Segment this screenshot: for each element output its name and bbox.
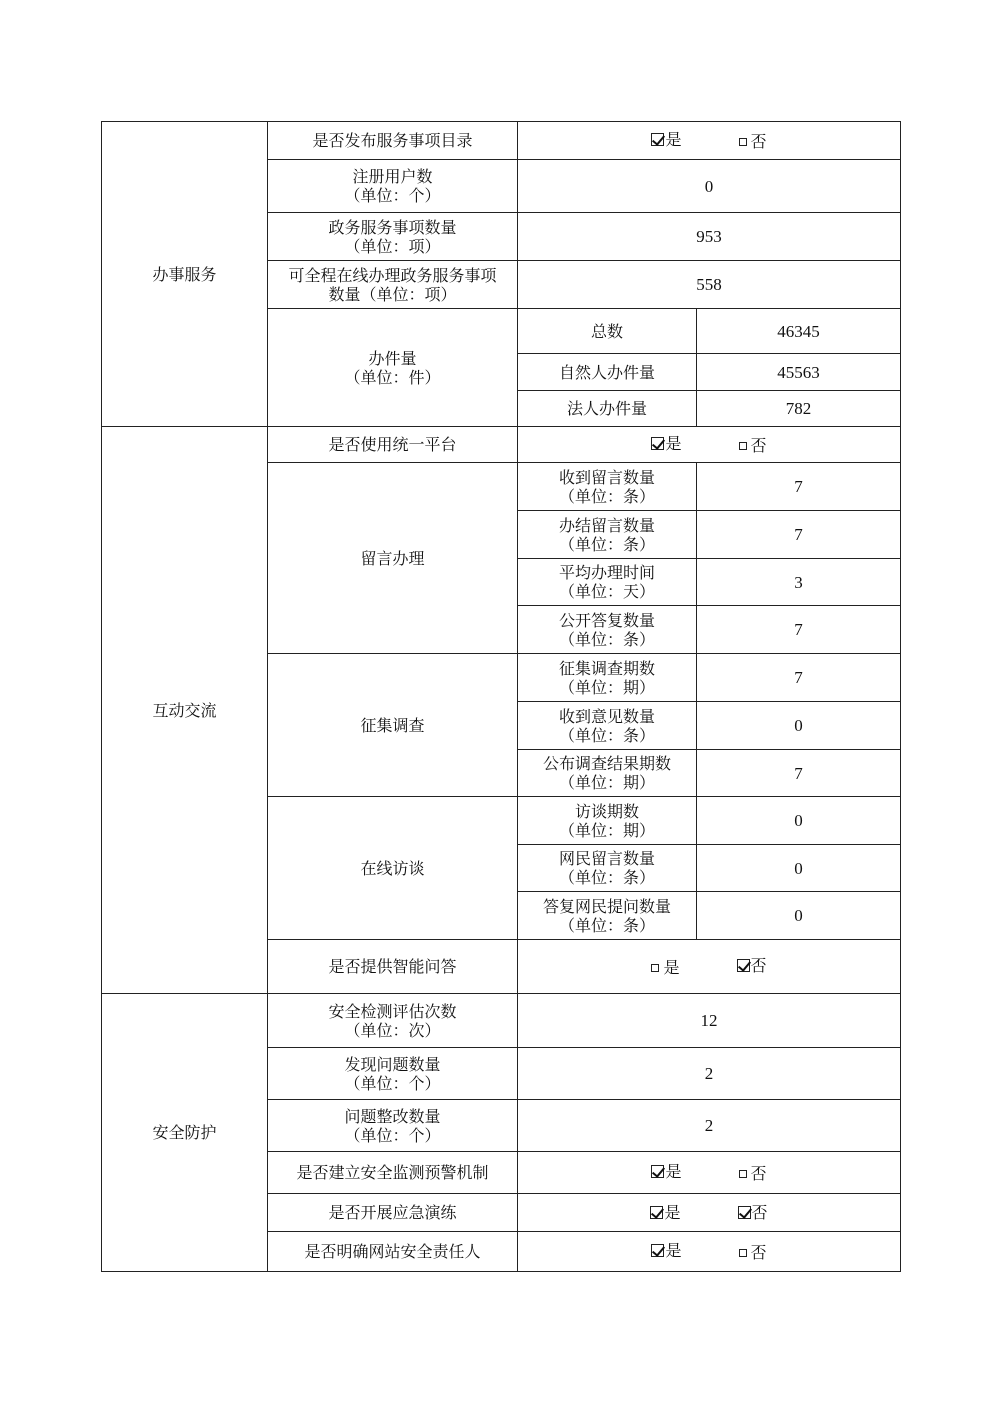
checkbox-yes-label: 是 [665,1240,682,1260]
section-security: 安全防护 [102,994,268,1272]
label-line-2: （单位：条） [558,534,655,554]
survey-periods-value: 7 [697,654,901,702]
label-line-2: （单位：个） [344,186,441,205]
drills-label: 是否开展应急演练 [268,1194,518,1232]
public-replies-label [518,606,697,654]
checkbox-yes-label: 是 [665,129,682,149]
netizen-messages-label [518,845,697,892]
label-line-2: （单位：件） [344,367,441,387]
checkbox-yes-label: 是 [663,958,680,978]
messages-done-label [518,511,697,559]
responsible-no-option[interactable] [739,1243,767,1262]
opinions-value: 0 [697,702,901,750]
volume-legal-label: 法人办件量 [518,391,697,427]
catalog-yes-option[interactable] [651,130,681,149]
checkbox-icon [650,1206,663,1219]
monitoring-options [518,1152,901,1194]
volume-total-label: 总数 [518,309,697,354]
label-line-1: 网民留言数量 [558,849,655,868]
issues-fixed-label [268,1100,518,1152]
smart-qa-options [518,940,901,994]
label-line-1: 安全检测评估次数 [328,1001,457,1021]
checkbox-icon [651,964,659,972]
catalog-no-option[interactable] [739,132,767,151]
issues-fixed-value: 2 [518,1100,901,1152]
label-line-2: （单位：条） [558,725,655,745]
checkbox-icon [651,1165,664,1178]
smart-qa-no-option[interactable] [737,956,767,975]
label-line-2: （单位：次） [344,1020,441,1040]
label-line-1: 可全程在线办理政务服务事项 [288,265,497,285]
interview-periods-value: 0 [697,797,901,845]
smart-qa-yes-option[interactable] [651,958,679,977]
label-line-1: 政务服务事项数量 [328,217,457,237]
label-line-2: 数量（单位：项） [328,284,457,304]
label-line-2: （单位：条） [558,868,655,887]
monitoring-no-option[interactable] [739,1164,767,1183]
answers-label [518,892,697,940]
service-items-value: 953 [518,213,901,261]
section-interaction: 互动交流 [102,427,268,994]
volume-total-value: 46345 [697,309,901,354]
smart-qa-label: 是否提供智能问答 [268,940,518,994]
drills-no-option[interactable] [738,1203,768,1222]
interview-periods-label [518,797,697,845]
label-line-1: 办结留言数量 [558,515,655,535]
label-line-2: （单位：项） [344,236,441,256]
platform-no-option[interactable] [739,436,767,455]
issues-found-label [268,1048,518,1100]
security-checks-label [268,994,518,1048]
label-line-2: （单位：期） [558,773,655,792]
label-line-1: 公开答复数量 [558,610,655,630]
online-interview-label: 在线访谈 [268,797,518,940]
answers-value: 0 [697,892,901,940]
checkbox-icon [739,1170,747,1178]
checkbox-yes-label: 是 [665,433,682,453]
survey-label: 征集调查 [268,654,518,797]
checkbox-no-label: 否 [750,955,767,975]
platform-options [518,427,901,463]
label-line-1: 公布调查结果期数 [542,754,671,773]
issues-found-value: 2 [518,1048,901,1100]
label-line-1: 访谈期数 [574,801,639,821]
survey-results-label [518,750,697,797]
registered-users-label [268,160,518,213]
checkbox-no-label: 否 [750,1164,767,1184]
checkbox-no-label: 否 [751,1202,768,1222]
label-line-1: 收到意见数量 [558,706,655,726]
checkbox-icon [739,1249,747,1257]
security-checks-value: 12 [518,994,901,1048]
messages-done-value: 7 [697,511,901,559]
checkbox-yes-label: 是 [665,1161,682,1181]
label-line-2: （单位：期） [558,677,655,697]
label-line-1: 征集调查期数 [558,658,655,678]
checkbox-icon [651,133,664,146]
registered-users-value: 0 [518,160,901,213]
opinions-label [518,702,697,750]
label-line-1: 平均办理时间 [558,563,655,582]
checkbox-icon [651,1244,664,1257]
label-line-2: （单位：个） [344,1073,441,1093]
public-replies-value: 7 [697,606,901,654]
checkbox-no-label: 否 [750,436,767,456]
platform-label: 是否使用统一平台 [268,427,518,463]
service-items-label [268,213,518,261]
monitoring-yes-option[interactable] [651,1162,681,1181]
label-line-2: （单位：天） [558,582,655,601]
catalog-label: 是否发布服务事项目录 [268,122,518,160]
responsible-options [518,1232,901,1272]
label-line-2: （单位：期） [558,820,655,840]
checkbox-icon [739,138,747,146]
responsible-yes-option[interactable] [651,1241,681,1260]
messages-received-label [518,463,697,511]
label-line-1: 收到留言数量 [558,467,655,487]
catalog-options [518,122,901,160]
label-line-1: 问题整改数量 [344,1106,441,1126]
volume-natural-label: 自然人办件量 [518,354,697,391]
checkbox-no-label: 否 [750,132,767,152]
volume-legal-value: 782 [697,391,901,427]
messages-received-value: 7 [697,463,901,511]
checkbox-icon [738,1206,751,1219]
label-line-1: 发现问题数量 [344,1054,441,1074]
label-line-1: 注册用户数 [352,167,433,186]
checkbox-yes-label: 是 [664,1202,681,1222]
monitoring-label: 是否建立安全监测预警机制 [268,1152,518,1194]
platform-yes-option[interactable] [651,434,681,453]
label-line-1: 答复网民提问数量 [542,896,671,916]
label-line-2: （单位：条） [558,486,655,506]
label-line-1: 办件量 [368,348,417,368]
netizen-messages-value: 0 [697,845,901,892]
volume-natural-value: 45563 [697,354,901,391]
drills-yes-option[interactable] [650,1203,680,1222]
survey-results-value: 7 [697,750,901,797]
website-stats-table [101,121,901,1272]
case-volume-label [268,309,518,427]
responsible-label: 是否明确网站安全责任人 [268,1232,518,1272]
survey-periods-label [518,654,697,702]
avg-time-value: 3 [697,559,901,606]
message-handling-label: 留言办理 [268,463,518,654]
label-line-2: （单位：条） [558,629,655,649]
checkbox-icon [737,959,750,972]
online-items-label [268,261,518,309]
label-line-2: （单位：个） [344,1125,441,1145]
checkbox-icon [739,442,747,450]
label-line-2: （单位：条） [558,915,655,935]
checkbox-icon [651,437,664,450]
drills-options [518,1194,901,1232]
section-office-services: 办事服务 [102,122,268,427]
online-items-value: 558 [518,261,901,309]
checkbox-no-label: 否 [750,1243,767,1263]
avg-time-label [518,559,697,606]
